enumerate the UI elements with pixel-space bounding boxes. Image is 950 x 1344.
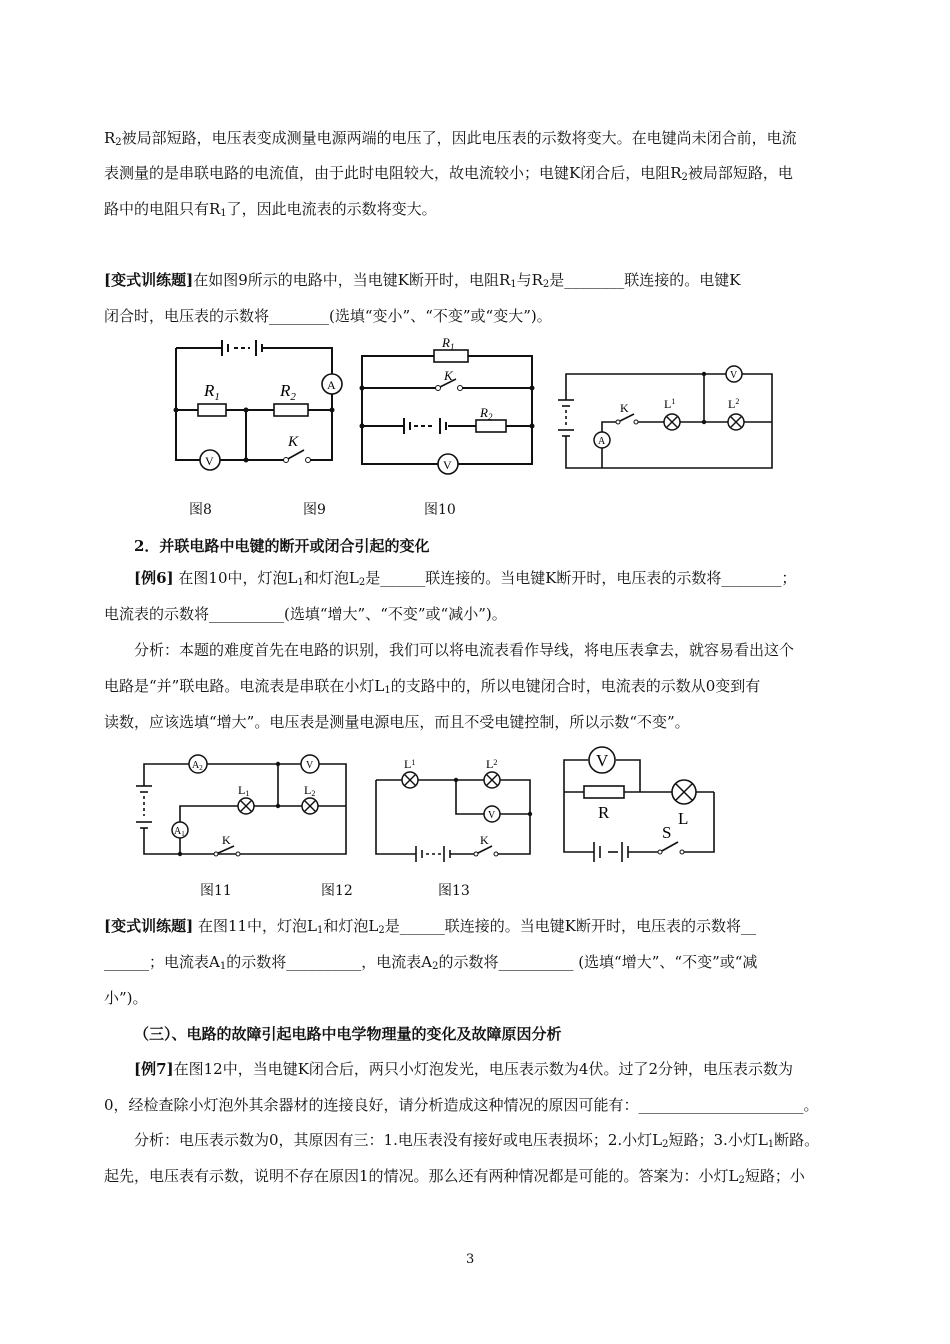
svg-text:L1: $L^1$: [664, 397, 676, 411]
exercise-variant-line: [变式训练题] 在图11中，灯泡$L_1$和灯泡$L_2$是______联连接的。当电键K断开时，电压表的示数将__: [104, 917, 756, 936]
exercise-variant-line: 闭合时，电压表的示数将________(选填“变小”、“不变”或“变大”)。: [104, 307, 552, 325]
circuit-figure-11: [134, 752, 354, 862]
svg-text:K: K: [480, 833, 489, 847]
svg-text:L2: $L^2$: [728, 397, 740, 411]
figure-caption: 图13: [438, 883, 470, 899]
example-line: [例7]在图12中，当电键K闭合后，两只小灯泡发光，电压表示数为4伏。过了2分钟，电压表示数为: [134, 1060, 794, 1078]
svg-text:L: L: [678, 809, 689, 828]
svg-text:S: S: [662, 823, 672, 842]
svg-text:K: K: [288, 434, 299, 450]
svg-text:V: V: [488, 810, 496, 821]
svg-text:K: K: [620, 401, 629, 415]
svg-text:L2: L2: [304, 783, 316, 798]
analysis-line: 分析：电压表示数为0，其原因有三：1.电压表没有接好或电压表损坏；2.小灯$L_2$短路；3.小灯$L_1$断路。: [134, 1131, 820, 1150]
svg-text:L1: $L^1$: [404, 757, 416, 771]
paragraph-line: $R_2$被局部短路，电压表变成测量电源两端的电压了，因此电压表的示数将变大。在电键尚未闭合前，电流: [104, 129, 797, 148]
figure-caption: 图8: [189, 502, 212, 518]
svg-text:A: A: [598, 436, 606, 447]
circuit-figure-9: [356, 336, 540, 470]
svg-text:A1: $A_1$: [174, 826, 185, 838]
svg-text:R1: $R_1$: [204, 381, 220, 403]
svg-text:A: A: [327, 378, 336, 392]
svg-text:A2: $A_2$: [192, 760, 203, 772]
example-line: [例6] 在图10中，灯泡$L_1$和灯泡$L_2$是______联连接的。当电键K断开时，电压表的示数将________；: [134, 569, 797, 588]
example-line: 电流表的示数将__________(选填“增大”、“不变”或“减小”)。: [104, 605, 507, 623]
svg-text:R2: $R_2$: [480, 405, 493, 422]
circuit-figure-12: [372, 756, 540, 862]
page-number: 3: [466, 1252, 475, 1267]
analysis-line: 起先，电压表有示数，说明不存在原因1的情况。那么还有两种情况都是可能的。答案为：小灯$L_2$短路；小: [104, 1167, 805, 1186]
svg-text:R2: $R_2$: [280, 381, 296, 403]
svg-text:V: V: [596, 751, 609, 770]
section-heading: 2．并联电路中电键的断开或闭合引起的变化: [134, 537, 430, 555]
svg-text:R1: $R_1$: [442, 335, 455, 352]
circuit-figure-8: [170, 336, 350, 470]
example-line: 0，经检查除小灯泡外其余器材的连接良好，请分析造成这种情况的原因可能有：______________________。: [104, 1096, 819, 1114]
svg-text:V: V: [306, 760, 314, 771]
svg-text:K: K: [222, 833, 231, 847]
circuit-figure-10: [558, 360, 780, 472]
circuit-figure-13: [558, 740, 724, 864]
figure-caption: 图10: [424, 502, 456, 518]
analysis-line: 读数，应该选填“增大”。电压表是测量电源电压，而且不受电键控制，所以示数“不变”。: [104, 713, 690, 731]
paragraph-line: 路中的电阻只有$R_1$了，因此电流表的示数将变大。: [104, 200, 437, 219]
figure-caption: 图12: [321, 883, 353, 899]
section-heading: （三）、电路的故障引起电路中电学物理量的变化及故障原因分析: [134, 1025, 562, 1043]
svg-text:R: R: [598, 803, 610, 822]
svg-text:V: V: [443, 458, 452, 472]
svg-text:V: V: [205, 454, 214, 468]
svg-text:K: K: [444, 368, 453, 383]
svg-text:L2: $L^2$: [486, 757, 498, 771]
analysis-line: 分析：本题的难度首先在电路的识别，我们可以将电流表看作导线，将电压表拿去，就容易看出这个: [134, 641, 795, 659]
paragraph-line: 表测量的是串联电路的电流值，由于此时电阻较大，故电流较小；电键K闭合后，电阻$R_2$被局部短路，电: [104, 164, 793, 183]
analysis-line: 电路是“并”联电路。电流表是串联在小灯$L_1$的支路中的，所以电键闭合时，电流表的示数从0变到有: [104, 677, 761, 696]
figure-caption: 图11: [200, 883, 232, 899]
exercise-variant-line: [变式训练题]在如图9所示的电路中，当电键K断开时，电阻$R_1$与$R_2$是________联连接的。电键K: [104, 271, 741, 290]
figure-caption: 图9: [303, 502, 326, 518]
exercise-variant-line: 小”)。: [104, 989, 148, 1007]
svg-text:V: V: [730, 370, 738, 381]
svg-text:L1: L1: [238, 783, 250, 798]
exercise-variant-line: ______；电流表$A_1$的示数将__________，电流表$A_2$的示数将__________ (选填“增大”、“不变”或“减: [104, 953, 758, 972]
